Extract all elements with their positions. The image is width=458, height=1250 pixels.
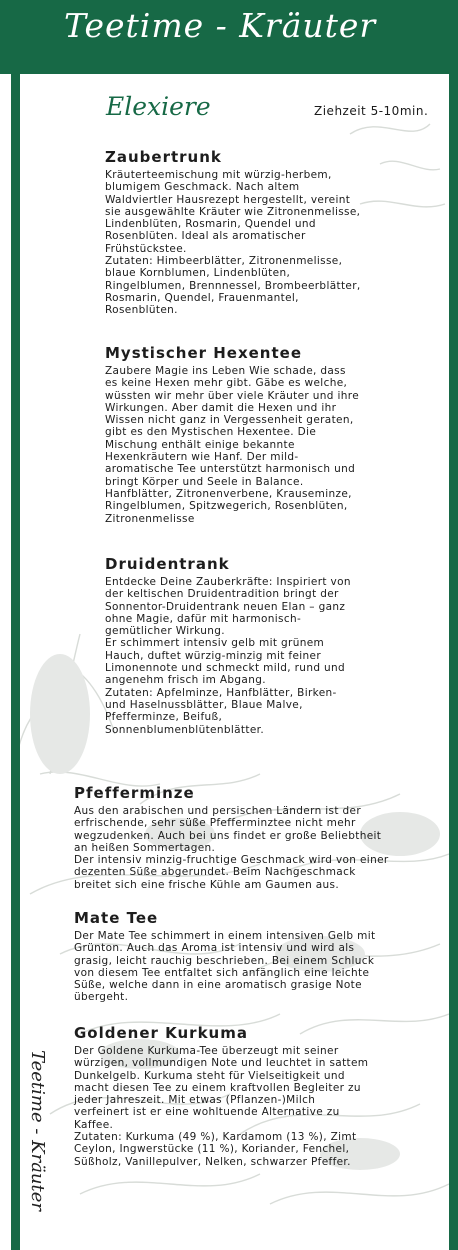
tea-description: Zaubere Magie ins Leben Wie schade, dass es keine Hexen mehr gibt. Gäbe es welche, wüssten wir mehr über viele Kräuter und ihre Wirkungen. Aber damit die Hexen und ihr Wissen nicht ganz in Vergessenheit geraten, gibt es den Mystischen Hexentee. Die Mischung enthält einige bekannte Hexenkräutern wie Hanf. Der mild- aromatische Tee unterstützt harmonisch und bringt Körper und Seele in Balance. Hanfblätter, Zitronenverbene, Krauseminze, Ringelblumen, Spitzwegerich, Rosenblüten, Zitronenmelisse — [105, 365, 360, 525]
tea-name: Zaubertrunk — [105, 148, 222, 166]
tea-description: Der Goldene Kurkuma-Tee überzeugt mit seiner würzigen, vollmundigen Note und leuchtet in sattem Dunkelgelb. Kurkuma steht für Vielseitigkeit und macht diesen Tee zu einem kraftvollen Begleiter zu jeder Jahreszeit. Mit etwas (Pflanzen-)Milch verfeinert ist er eine wohltuende Alternative zu Kaffee. Zutaten: Kurkuma (49 %), Kardamom (13 %), Zimt Ceylon, Ingwerstücke (11 %), Koriander, Fenchel, Süßholz, Vanillepulver, Nelken, schwarzer Pfeffer. — [74, 1045, 369, 1168]
tea-name: Pfefferminze — [74, 784, 195, 802]
right-green-bar — [449, 74, 458, 1250]
tea-entry-goldener-kurkuma — [74, 1024, 448, 1168]
header-banner — [0, 0, 458, 74]
tea-entry-mystischer-hexentee — [105, 344, 435, 525]
tea-description: Der Mate Tee schimmert in einem intensiven Gelb mit Grünton. Auch das Aroma ist intensiv und wird als grasig, leicht rauchig beschrieben. Bei einem Schluck von diesem Tee entfaltet sich anfänglich eine leichte Süße, welche dann in eine aromatisch grasige Note übergeht. — [74, 930, 376, 1004]
tea-name: Mystischer Hexentee — [105, 344, 303, 362]
page-title: Teetime - Kräuter — [64, 6, 377, 45]
section-heading-elexiere: Elexiere — [106, 92, 211, 121]
tea-name: Goldener Kurkuma — [74, 1024, 248, 1042]
tea-description: Kräuterteemischung mit würzig-herbem, blumigem Geschmack. Nach altem Waldviertler Hausrezept hergestellt, vereint sie ausgewählte Kräuter wie Zitronenmelisse, Lindenblüten, Rosmarin, Quendel und Rosenblüten. Ideal als aromatischer Frühstückstee. Zutaten: Himbeerblätter, Zitronenmelisse, blaue Kornblumen, Lindenblüten, Ringelblumen, Brennnessel, Brombeerblätter, Rosmarin, Quendel, Frauenmantel, Rosenblüten. — [105, 169, 361, 317]
tea-name: Mate Tee — [74, 909, 159, 927]
vertical-side-label: Teetime - Kräuter — [27, 1050, 48, 1212]
tea-description: Aus den arabischen und persischen Ländern ist der erfrischende, sehr süße Pfefferminztee nicht mehr wegzudenken. Auch bei uns findet er große Beliebtheit an heißen Sommertagen. Der intensiv minzig-fruchtige Geschmack wird von einer dezenten Süße abgerundet. Beim Nachgeschmack breitet sich eine frische Kühle am Gaumen aus. — [74, 805, 389, 891]
tea-name: Druidentrank — [105, 555, 230, 573]
tea-entry-mate-tee — [74, 909, 448, 1004]
tea-entry-pfefferminze — [74, 784, 448, 891]
tea-description: Entdecke Deine Zauberkräfte: Inspiriert von der keltischen Druidentradition bringt der Sonnentor-Druidentrank neuen Elan – ganz ohne Magie, dafür mit harmonisch- gemütlicher Wirkung. Er schimmert intensiv gelb mit grünem Hauch, duftet würzig-minzig mit feiner Limonennote und schmeckt mild, rund und angenehm frisch im Abgang. Zutaten: Apfelminze, Hanfblätter, Birken- und Haselnussblätter, Blaue Malve, Pfefferminze, Beifuß, Sonnenblumenblütenblätter. — [105, 576, 351, 736]
left-green-bar — [11, 74, 20, 1250]
steep-time-note: Ziehzeit 5-10min. — [314, 104, 429, 118]
tea-entry-zaubertrunk — [105, 148, 435, 317]
tea-entry-druidentrank — [105, 555, 435, 736]
